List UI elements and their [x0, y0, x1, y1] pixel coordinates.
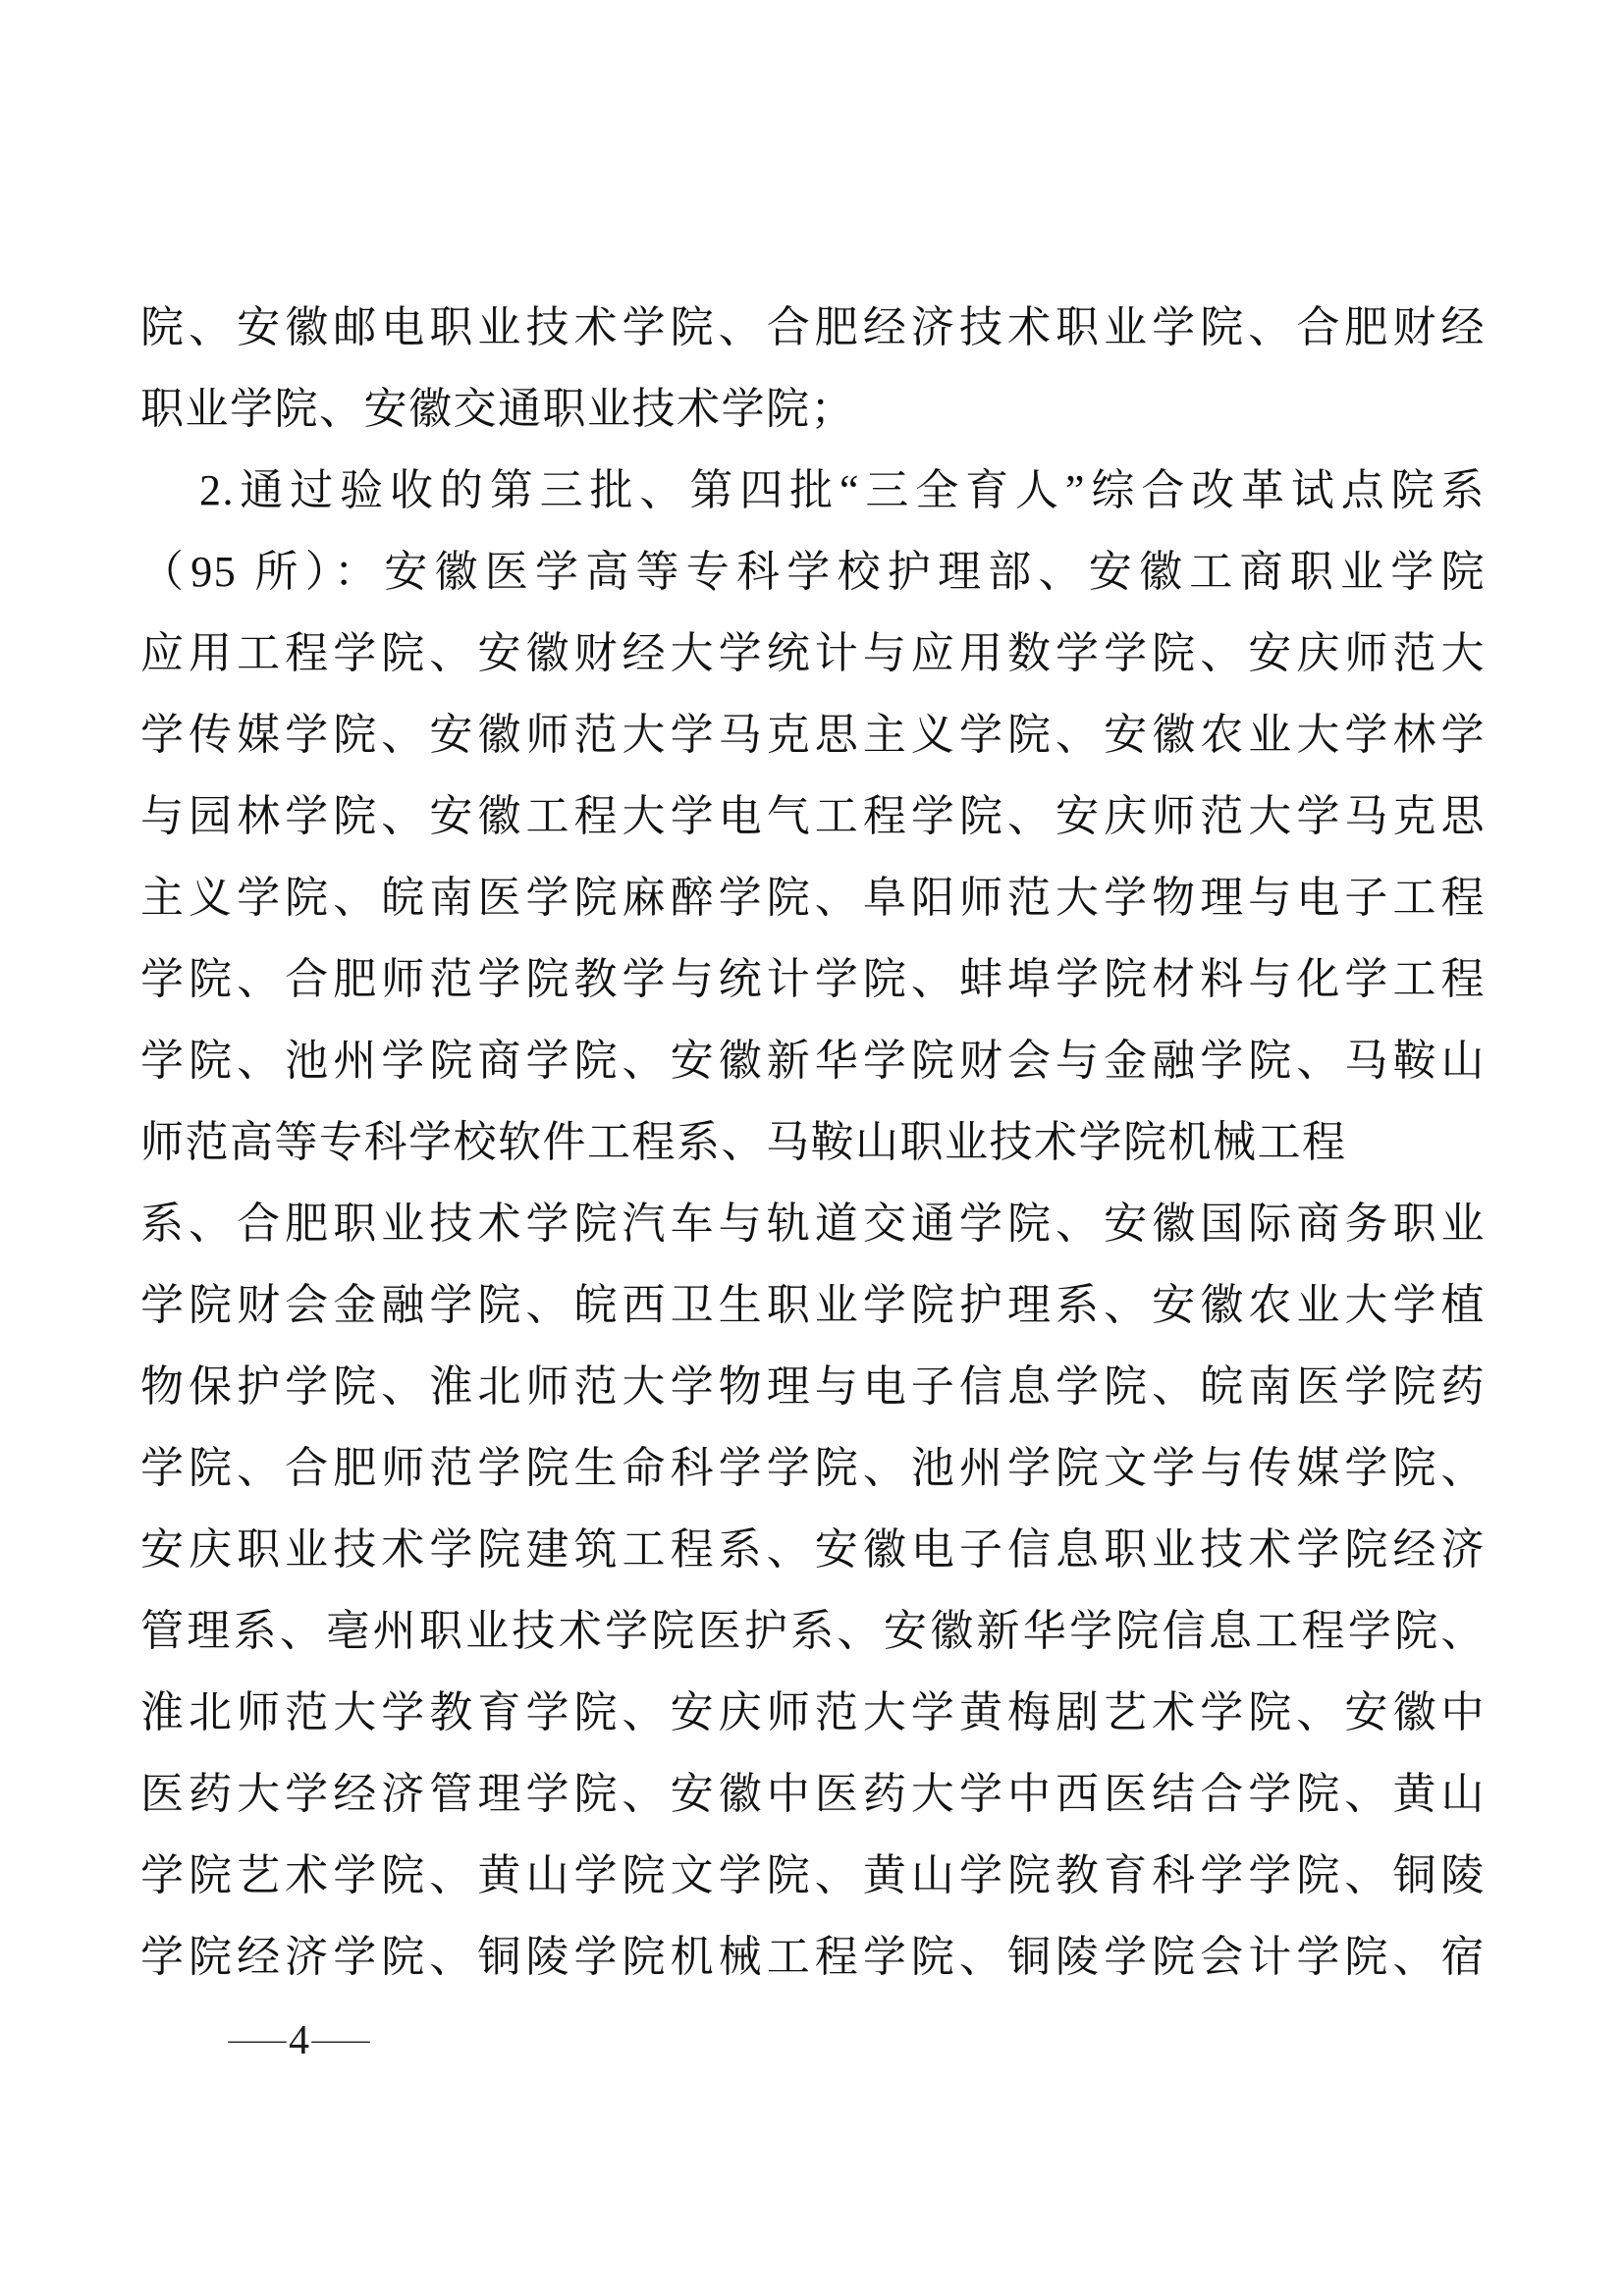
- text-line: 淮北师范大学教育学院、安庆师范大学黄梅剧艺术学院、安徽中: [140, 1688, 1486, 1736]
- text-line-paragraph-2-start: 2.通过验收的第三批、第四批“三全育人”综合改革试点院系: [199, 466, 1486, 514]
- text-line: 职业学院、安徽交通职业技术学院；: [140, 385, 855, 433]
- page-number-footer: [228, 2018, 370, 2063]
- footer-dash-left: —: [228, 2025, 287, 2056]
- text-line: 管理系、亳州职业技术学院医护系、安徽新华学院信息工程学院、: [140, 1607, 1486, 1655]
- text-line: 应用工程学院、安徽财经大学统计与应用数学学院、安庆师范大: [140, 629, 1486, 677]
- text-line: 学院、合肥师范学院教学与统计学院、蚌埠学院材料与化学工程: [140, 955, 1486, 1003]
- text-line: 学院、合肥师范学院生命科学学院、池州学院文学与传媒学院、: [140, 1444, 1486, 1492]
- text-line: 学院经济学院、铜陵学院机械工程学院、铜陵学院会计学院、宿: [140, 1933, 1486, 1981]
- text-line: 学院、池州学院商学院、安徽新华学院财会与金融学院、马鞍山: [140, 1037, 1486, 1085]
- text-line: 学院财会金融学院、皖西卫生职业学院护理系、安徽农业大学植: [140, 1281, 1486, 1329]
- text-line: 系、合肥职业技术学院汽车与轨道交通学院、安徽国际商务职业: [140, 1200, 1486, 1248]
- text-line: （95 所）：安徽医学高等专科学校护理部、安徽工商职业学院: [140, 548, 1486, 596]
- text-line: 安庆职业技术学院建筑工程系、安徽电子信息职业技术学院经济: [140, 1525, 1486, 1574]
- text-line: 学传媒学院、安徽师范大学马克思主义学院、安徽农业大学林学: [140, 711, 1486, 759]
- text-line: 物保护学院、淮北师范大学物理与电子信息学院、皖南医学院药: [140, 1362, 1486, 1411]
- footer-dash-right: —: [311, 2025, 370, 2056]
- text-line: 师范高等专科学校软件工程系、马鞍山职业技术学院机械工程: [140, 1118, 1347, 1166]
- text-line: 与园林学院、安徽工程大学电气工程学院、安庆师范大学马克思: [140, 792, 1486, 840]
- text-line: 主义学院、皖南医学院麻醉学院、阜阳师范大学物理与电子工程: [140, 874, 1486, 922]
- page-number: 4: [289, 2018, 309, 2063]
- document-body: [140, 287, 1486, 1998]
- text-line: 学院艺术学院、黄山学院文学院、黄山学院教育科学学院、铜陵: [140, 1851, 1486, 1899]
- text-line: 医药大学经济管理学院、安徽中医药大学中西医结合学院、黄山: [140, 1770, 1486, 1818]
- text-line: 院、安徽邮电职业技术学院、合肥经济技术职业学院、合肥财经: [140, 303, 1486, 351]
